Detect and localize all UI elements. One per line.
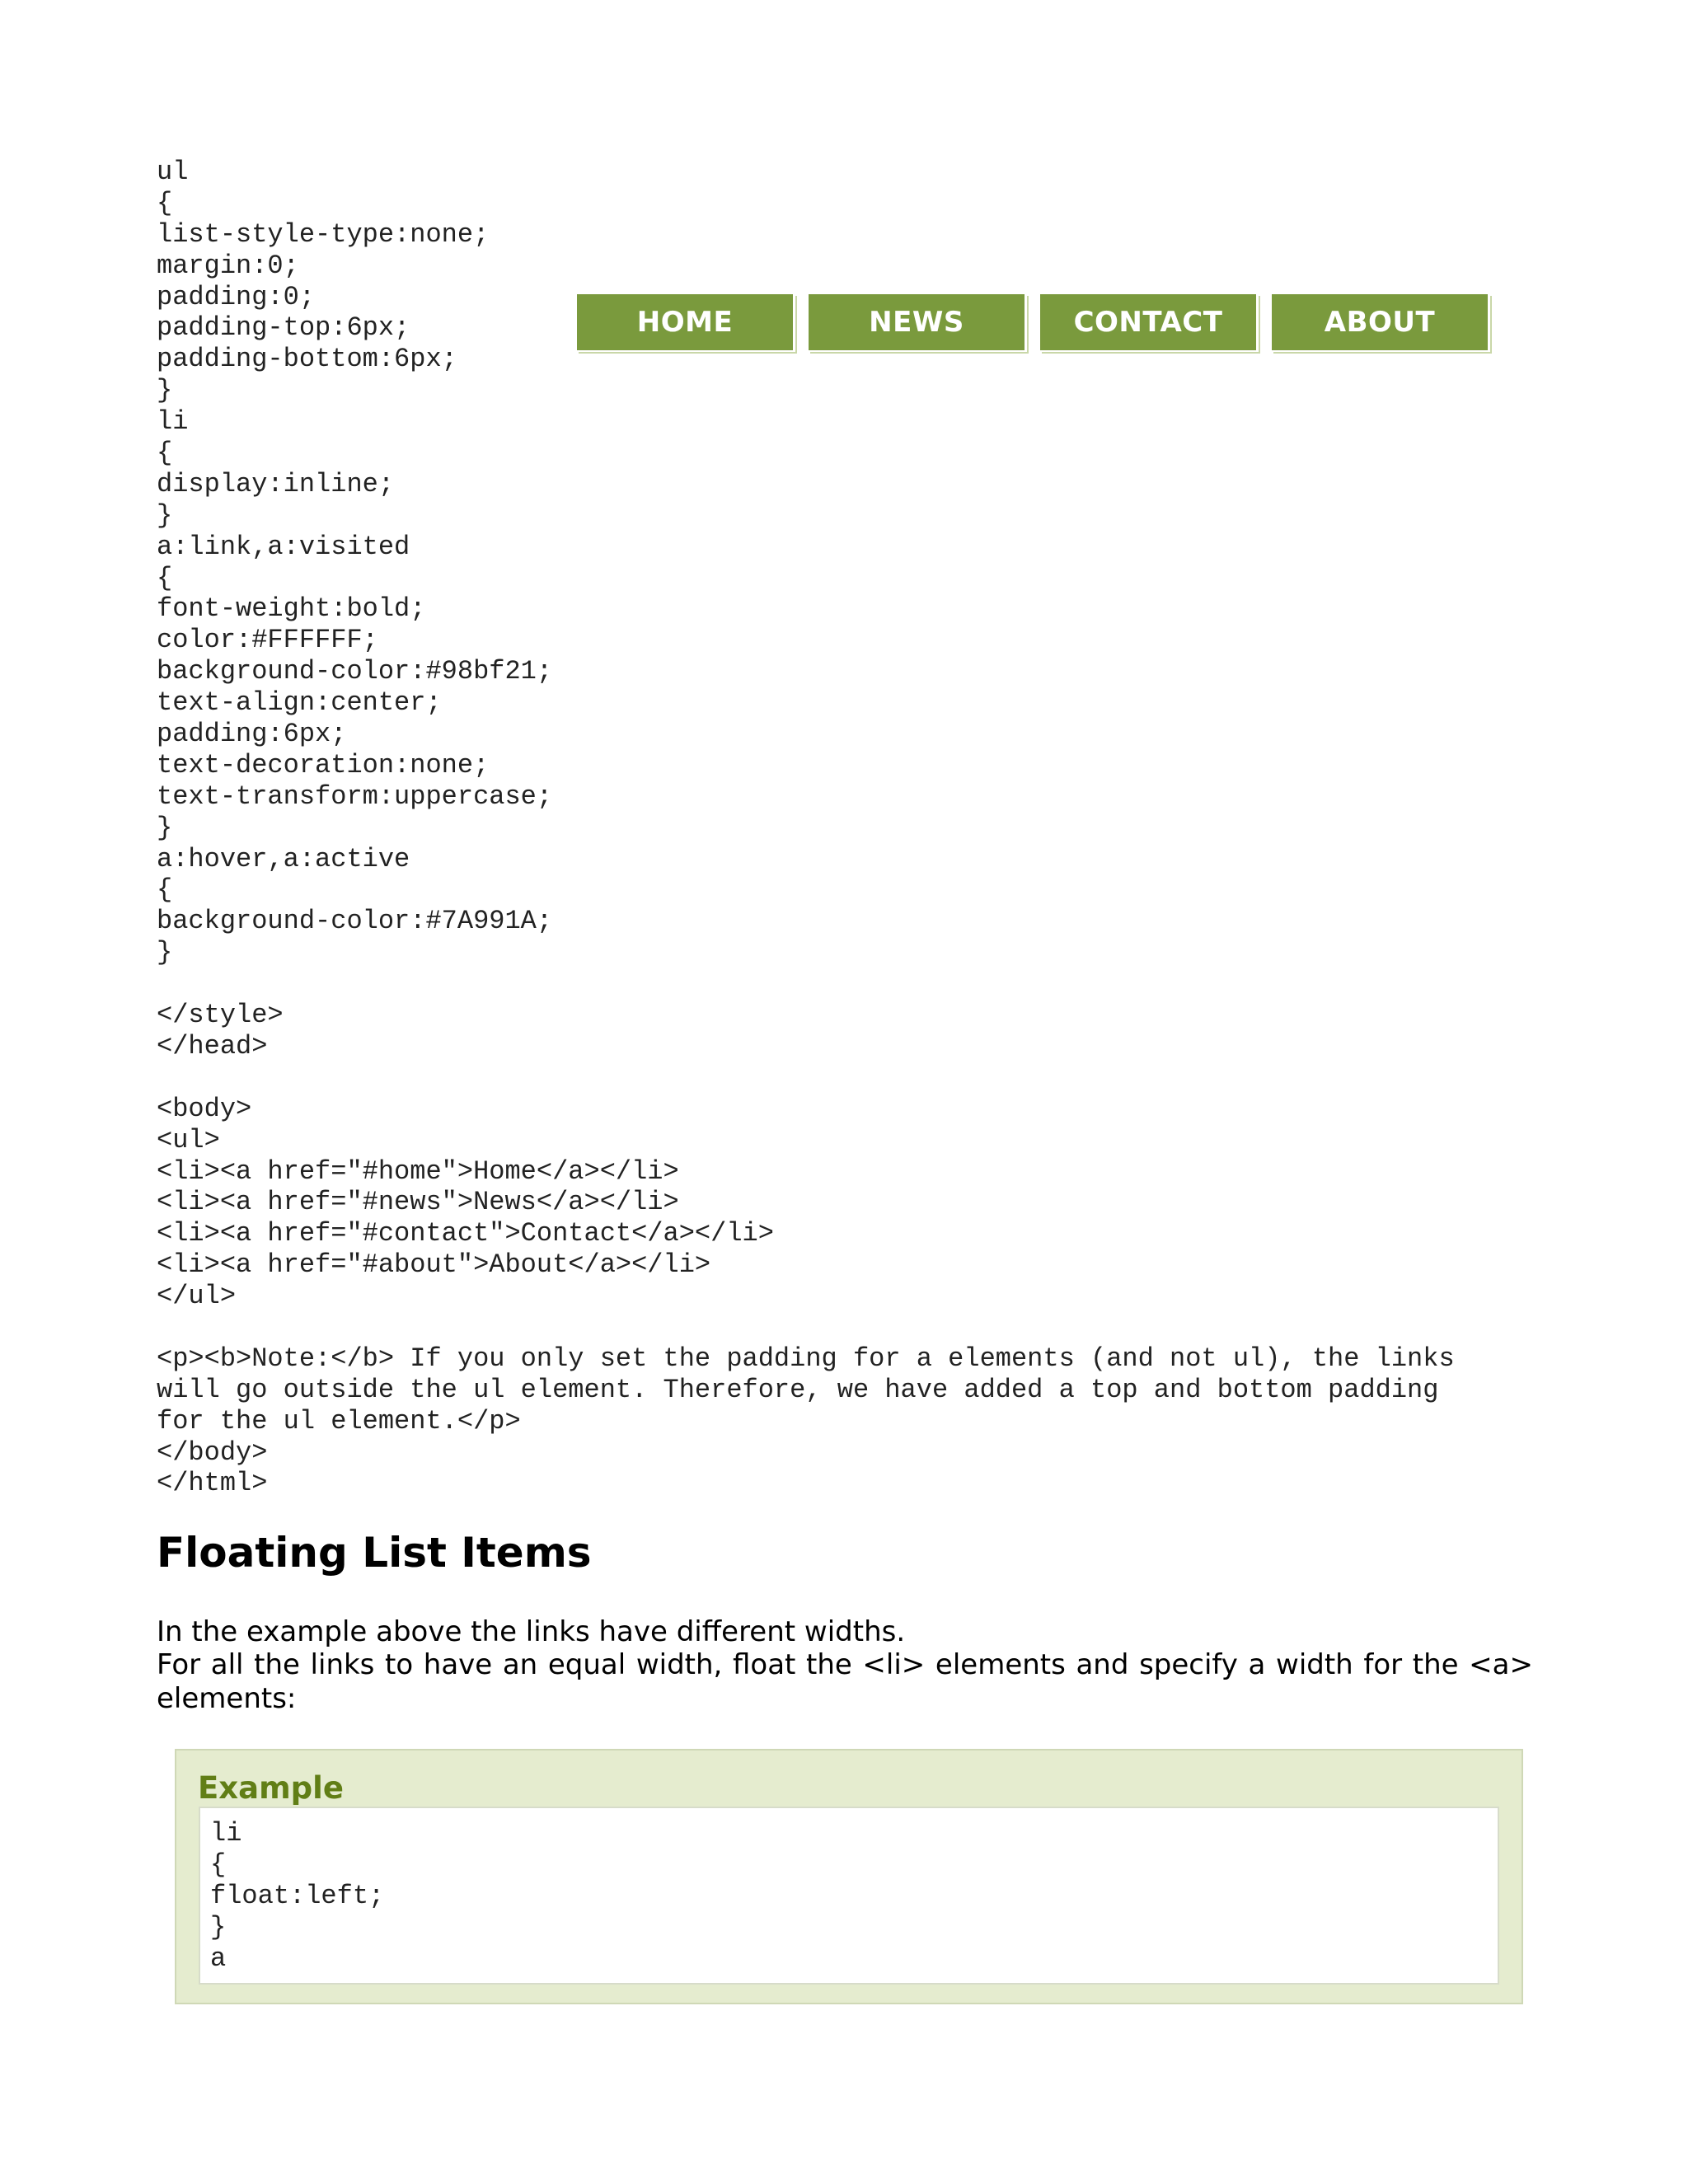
example-code-panel (199, 1807, 1499, 1985)
code-line: padding-bottom:6px; (157, 344, 457, 375)
code-line: will go outside the ul element. Therefore, we have added a top and bottom padding (157, 1374, 1439, 1405)
code-line: <li><a href="#news">News</a></li> (157, 1187, 679, 1218)
code-line: background-color:#7A991A; (157, 906, 553, 937)
code-line: </html> (157, 1468, 268, 1499)
example-code-line: { (210, 1849, 227, 1880)
code-line: { (157, 874, 173, 906)
code-line: { (157, 438, 173, 469)
example-code-line: float:left; (210, 1880, 385, 1911)
nav-link-about[interactable]: ABOUT (1272, 294, 1490, 352)
nav-link-news[interactable]: NEWS (809, 294, 1027, 352)
code-line: </style> (157, 1000, 284, 1031)
code-line: text-decoration:none; (157, 749, 490, 780)
code-line: padding:0; (157, 281, 316, 312)
code-line: text-transform:uppercase; (157, 780, 553, 812)
code-line (157, 968, 1455, 1000)
example-code-line: li (210, 1818, 242, 1849)
example-code (210, 1818, 384, 1974)
code-line: <li><a href="#about">About</a></li> (157, 1249, 711, 1281)
code-line: color:#FFFFFF; (157, 625, 378, 656)
code-line: <body> (157, 1093, 252, 1124)
code-line: a:link,a:visited (157, 531, 410, 562)
code-listing (157, 157, 1455, 1499)
code-line: { (157, 187, 173, 218)
code-line: { (157, 562, 173, 593)
code-line: </body> (157, 1436, 268, 1468)
code-line: } (157, 375, 173, 406)
code-line: list-style-type:none; (157, 218, 490, 250)
code-line: </ul> (157, 1281, 237, 1312)
code-line: background-color:#98bf21; (157, 656, 553, 687)
example-code-line: } (210, 1911, 227, 1943)
code-line: <p><b>Note:</b> If you only set the padding for a elements (and not ul), the links (157, 1343, 1455, 1374)
code-line: </head> (157, 1030, 268, 1062)
code-line: font-weight:bold; (157, 593, 426, 625)
code-line: li (157, 406, 189, 438)
instruction-paragraph: For all the links to have an equal width, float the <li> elements and specify a width for the <a> elements: (157, 1648, 1533, 1715)
example-box (175, 1749, 1523, 2004)
code-line: a:hover,a:active (157, 843, 410, 874)
code-line: <li><a href="#home">Home</a></li> (157, 1155, 679, 1187)
code-line: padding-top:6px; (157, 312, 410, 344)
code-line: text-align:center; (157, 687, 442, 719)
code-line: padding:6px; (157, 719, 347, 750)
example-title: Example (198, 1770, 344, 1806)
code-line: ul (157, 157, 189, 187)
example-code-line: a (210, 1943, 227, 1974)
code-line: <li><a href="#contact">Contact</a></li> (157, 1218, 774, 1249)
section-heading: Floating List Items (157, 1529, 592, 1577)
code-line: display:inline; (157, 468, 395, 499)
code-line (157, 1062, 1455, 1094)
code-line: } (157, 812, 173, 843)
nav-link-home[interactable]: HOME (577, 294, 795, 352)
code-line: } (157, 937, 173, 968)
code-line: <ul> (157, 1124, 220, 1155)
nav-link-contact[interactable]: CONTACT (1040, 294, 1259, 352)
code-line: margin:0; (157, 250, 299, 281)
intro-paragraph: In the example above the links have different widths. (157, 1615, 906, 1648)
code-line: for the ul element.</p> (157, 1405, 521, 1436)
code-line: } (157, 499, 173, 531)
code-line (157, 1312, 1455, 1343)
